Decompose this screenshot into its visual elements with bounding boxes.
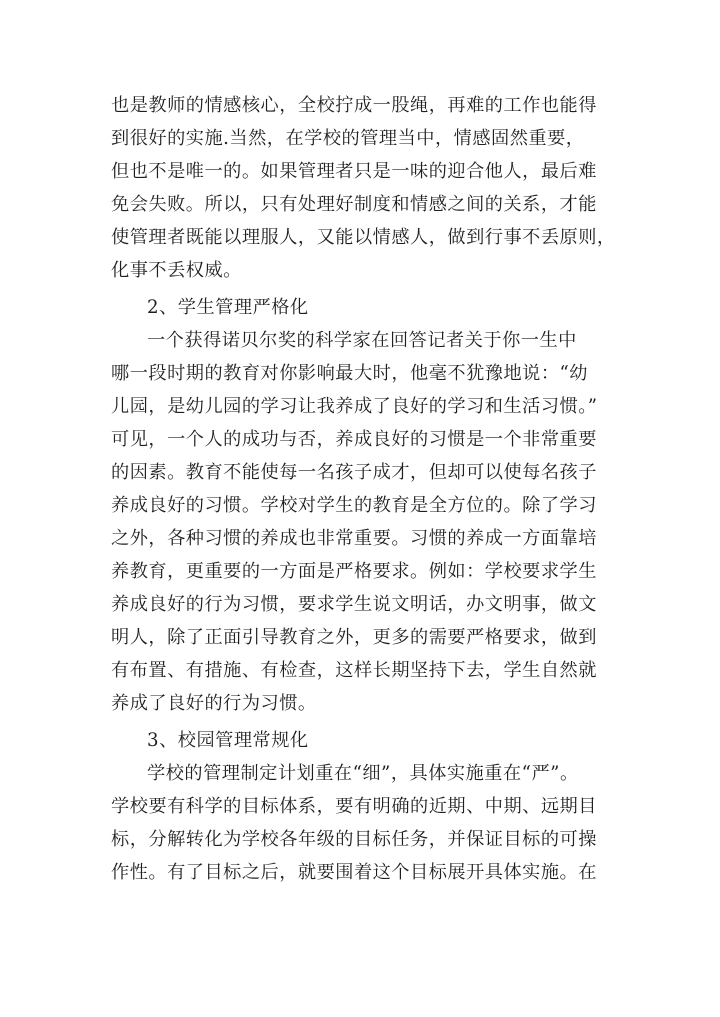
text-line: 哪一段时期的教育对你影响最大时，他毫不犹豫地说：“幼 [111,363,588,384]
text-line: 可见，一个人的成功与否，养成良好的习惯是一个非常重要 [111,429,597,450]
section-heading: 2、学生管理严格化 [147,297,309,318]
text-line: 使管理者既能以理服人，又能以情感人，做到行事不丢原则， [111,227,616,248]
text-line: 到很好的实施.当然，在学校的管理当中，情感固然重要， [111,128,585,149]
text-line: 明人，除了正面引导教育之外，更多的需要严格要求，做到 [111,627,597,648]
text-line: 养成良好的习惯。学校对学生的教育是全方位的。除了学习 [111,495,597,516]
text-line: 有布置、有措施、有检查，这样长期坚持下去，学生自然就 [111,660,597,681]
text-line: 养成了良好的行为习惯。 [111,693,317,714]
paragraph-first-line: 学校的管理制定计划重在“细”，具体实施重在“严”。 [147,763,579,784]
paragraph-first-line: 一个获得诺贝尔奖的科学家在回答记者关于你一生中 [147,330,577,351]
text-line: 养成良好的行为习惯，要求学生说文明话，办文明事，做文 [111,594,597,615]
text-line: 之外，各种习惯的养成也非常重要。习惯的养成一方面靠培 [111,528,597,549]
text-line: 养教育，更重要的一方面是严格要求。例如：学校要求学生 [111,561,597,582]
text-line: 学校要有科学的目标体系，要有明确的近期、中期、远期目 [111,796,597,817]
text-line: 标，分解转化为学校各年级的目标任务，并保证目标的可操 [111,829,597,850]
section-heading: 3、校园管理常规化 [147,730,309,751]
text-line: 的因素。教育不能使每一名孩子成才，但却可以使每名孩子 [111,462,597,483]
text-line: 但也不是唯一的。如果管理者只是一味的迎合他人，最后难 [111,161,597,182]
text-line: 免会失败。所以，只有处理好制度和情感之间的关系，才能 [111,194,597,215]
text-line: 儿园，是幼儿园的学习让我养成了良好的学习和生活习惯。” [111,396,598,417]
text-line: 作性。有了目标之后，就要围着这个目标展开具体实施。在 [111,862,597,883]
text-line: 也是教师的情感核心，全校拧成一股绳，再难的工作也能得 [111,95,597,116]
text-line: 化事不丢权威。 [111,260,242,281]
